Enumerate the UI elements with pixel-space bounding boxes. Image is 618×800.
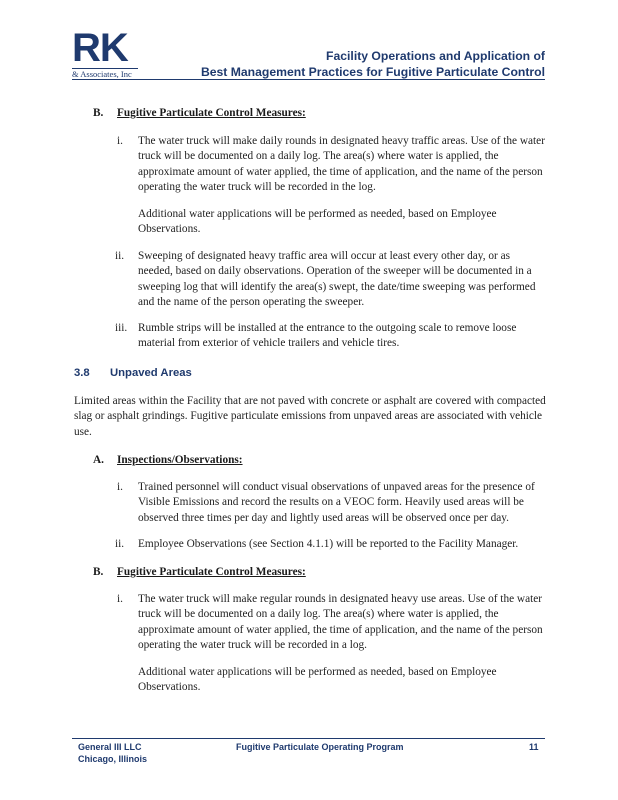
section-b2-title: Fugitive Particulate Control Measures:	[117, 566, 306, 578]
list-item-number: ii.	[115, 538, 125, 550]
document-title-line2: Best Management Practices for Fugitive Particulate Control	[200, 64, 545, 79]
section-a-letter: A.	[93, 454, 104, 466]
footer-location: Chicago, Illinois	[78, 753, 148, 764]
footer-company: General III LLC	[78, 742, 142, 752]
section-paragraph: Limited areas within the Facility that are not paved with concrete or asphalt are covered with compacted slag or asphalt grindings. Fugitive particulate emissions from unpaved areas are associated with vehicle use.	[74, 395, 546, 438]
list-item-number: iii.	[115, 322, 128, 334]
section-a-title: Inspections/Observations:	[117, 454, 243, 466]
list-item-text: Rumble strips will be installed at the entrance to the outgoing scale to remove loose material from exterior of vehicle trailers and vehicle tires.	[138, 322, 517, 350]
section-b1-letter: B.	[93, 107, 104, 119]
list-item-number: i.	[117, 481, 123, 493]
header-divider	[72, 79, 545, 80]
section-heading: Unpaved Areas	[110, 367, 192, 379]
list-item-text: Employee Observations (see Section 4.1.1) will be reported to the Facility Manager.	[138, 538, 519, 550]
footer-divider	[72, 738, 545, 739]
list-item-text: The water truck will make regular rounds in designated heavy use areas. Use of the water truck will be documented on a daily log. The area(s) where water is applied, the approximate amount of water applied, the time of application, and the name of the person operating the water truck will be recorded in a log.	[138, 593, 543, 652]
footer-program: Fugitive Particulate Operating Program	[236, 742, 404, 752]
list-item-text: The water truck will make daily rounds in designated heavy traffic areas. Use of the water truck will be documented on a daily log. The area(s) where water is applied, the approximate amount of water applied, the time of application, and the name of the person operating the water truck will be recorded in the log.	[138, 135, 545, 194]
list-item-number: i.	[117, 593, 123, 605]
section-b2-letter: B.	[93, 566, 104, 578]
logo-letters: RK	[72, 26, 128, 70]
page-number: 11	[529, 742, 539, 752]
list-item-number: i.	[117, 135, 123, 147]
document-title-line1: Facility Operations and Application of	[326, 49, 545, 63]
logo-subtitle: & Associates, Inc	[72, 68, 138, 79]
list-item-extra: Additional water applications will be performed as needed, based on Employee Observations.	[138, 208, 497, 236]
section-b1-title: Fugitive Particulate Control Measures:	[117, 107, 306, 119]
footer-company-block	[78, 742, 147, 765]
list-item-extra: Additional water applications will be performed as needed, based on Employee Observations.	[138, 666, 497, 694]
document-title	[201, 49, 545, 80]
list-item-text: Trained personnel will conduct visual observations of unpaved areas for the presence of Visible Emissions and record the results on a VEOC form. Heavily used areas will be observed three times per day and lightly used areas will be observed once per day.	[138, 481, 535, 524]
list-item-text: Sweeping of designated heavy traffic area will occur at least every other day, or as needed, based on daily observations. Operation of the sweeper will be documented in a sweeping log that will identify the area(s) swept, the date/time sweeping was performed and the name of the person operating the sweeper.	[138, 250, 536, 309]
section-number: 3.8	[74, 367, 90, 379]
list-item-number: ii.	[115, 250, 125, 262]
company-logo	[72, 28, 138, 79]
